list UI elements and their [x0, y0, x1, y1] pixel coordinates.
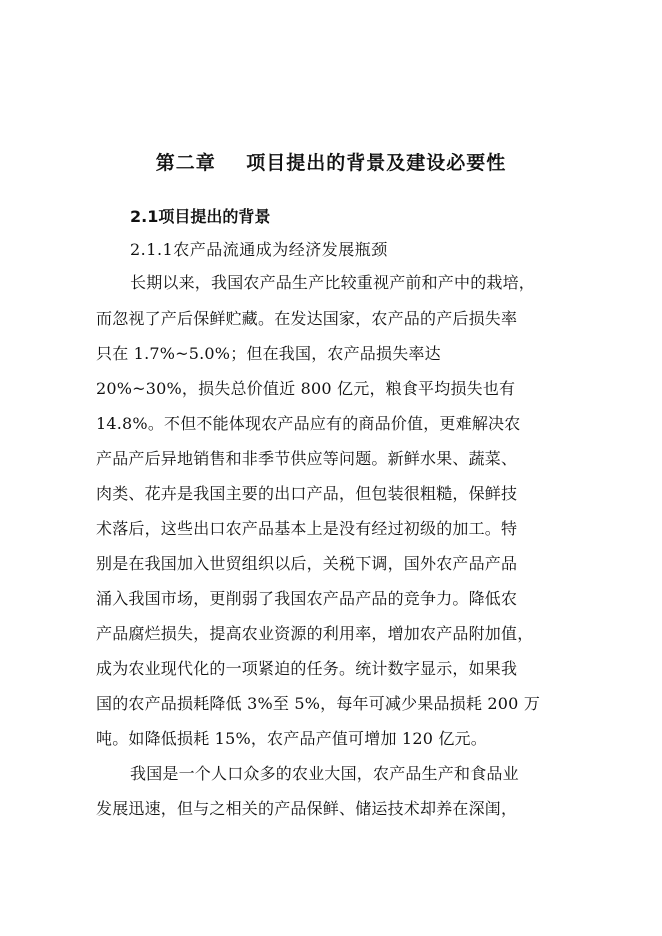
- paragraph-line: 而忽视了产后保鲜贮藏。在发达国家，农产品的产后损失率: [96, 309, 518, 328]
- paragraph-line: 成为农业现代化的一项紧迫的任务。统计数字显示，如果我: [96, 659, 518, 678]
- paragraph-line: 术落后，这些出口农产品基本上是没有经过初级的加工。特: [96, 519, 518, 538]
- section-title: 2.1项目提出的背景: [130, 207, 271, 226]
- paragraph-line: 产品腐烂损失，提高农业资源的利用率，增加农产品附加值，: [96, 624, 534, 643]
- paragraph-line: 我国是一个人口众多的农业大国，农产品生产和食品业: [130, 764, 519, 783]
- paragraph-line: 只在 1.7%~5.0%；但在我国，农产品损失率达: [96, 344, 441, 363]
- paragraph-line: 肉类、花卉是我国主要的出口产品，但包装很粗糙，保鲜技: [96, 484, 518, 503]
- paragraph-line: 长期以来，我国农产品生产比较重视产前和产中的栽培，: [130, 273, 536, 292]
- paragraph-line: 产品产后异地销售和非季节供应等问题。新鲜水果、蔬菜、: [96, 449, 518, 468]
- paragraph-line: 吨。如降低损耗 15%，农产品产值可增加 120 亿元。: [96, 729, 487, 748]
- paragraph-line: 国的农产品损耗降低 3%至 5%，每年可减少果品损耗 200 万: [96, 694, 541, 713]
- paragraph-line: 别是在我国加入世贸组织以后，关税下调，国外农产品产品: [96, 554, 518, 573]
- subsection-title: 2.1.1农产品流通成为经济发展瓶颈: [130, 240, 388, 259]
- paragraph-line: 20%~30%，损失总价值近 800 亿元，粮食平均损失也有: [96, 379, 516, 398]
- paragraph-line: 涌入我国市场，更削弱了我国农产品产品的竞争力。降低农: [96, 589, 518, 608]
- paragraph-line: 发展迅速，但与之相关的产品保鲜、储运技术却养在深闺，: [96, 799, 518, 818]
- chapter-title: 第二章 项目提出的背景及建设必要性: [155, 152, 507, 174]
- paragraph-line: 14.8%。不但不能体现农产品应有的商品价值，更难解决农: [96, 414, 521, 433]
